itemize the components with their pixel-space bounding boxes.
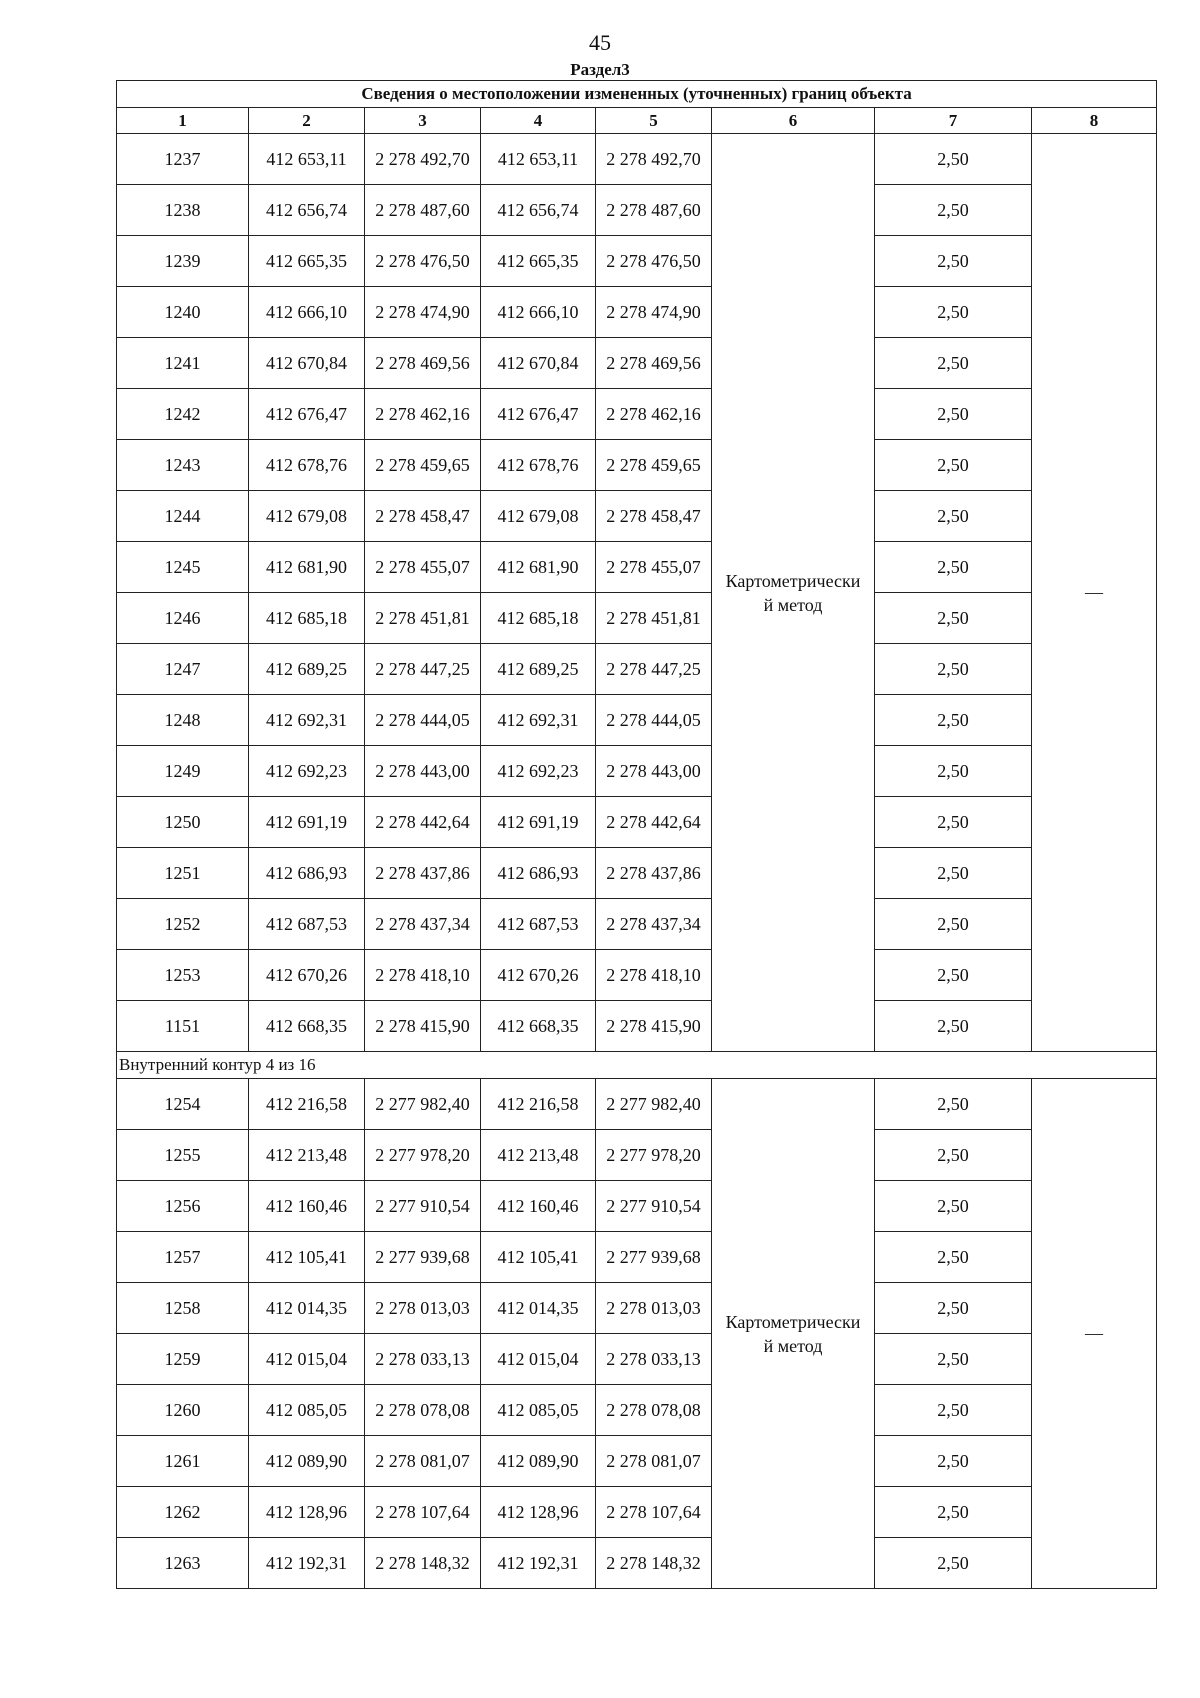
table-row	[117, 236, 1157, 287]
table-row	[117, 797, 1157, 848]
y-coordinate-cell: 2 277 978,20	[365, 1130, 481, 1181]
column-number: 2	[249, 108, 365, 134]
table-row	[117, 848, 1157, 899]
point-number-cell: 1241	[117, 338, 249, 389]
x-coordinate-cell: 412 692,23	[249, 746, 365, 797]
table-row	[117, 1232, 1157, 1283]
table-row	[117, 1001, 1157, 1052]
y-coordinate-new-cell: 2 278 451,81	[596, 593, 712, 644]
y-coordinate-new-cell: 2 277 982,40	[596, 1079, 712, 1130]
y-coordinate-cell: 2 278 462,16	[365, 389, 481, 440]
x-coordinate-new-cell: 412 085,05	[481, 1385, 596, 1436]
point-number-cell: 1260	[117, 1385, 249, 1436]
y-coordinate-cell: 2 278 458,47	[365, 491, 481, 542]
accuracy-cell: 2,50	[875, 338, 1032, 389]
y-coordinate-cell: 2 278 487,60	[365, 185, 481, 236]
y-coordinate-new-cell: 2 278 459,65	[596, 440, 712, 491]
x-coordinate-new-cell: 412 089,90	[481, 1436, 596, 1487]
y-coordinate-cell: 2 277 982,40	[365, 1079, 481, 1130]
column-number: 3	[365, 108, 481, 134]
x-coordinate-cell: 412 085,05	[249, 1385, 365, 1436]
x-coordinate-new-cell: 412 686,93	[481, 848, 596, 899]
table-row	[117, 287, 1157, 338]
x-coordinate-new-cell: 412 160,46	[481, 1181, 596, 1232]
accuracy-cell: 2,50	[875, 1283, 1032, 1334]
x-coordinate-new-cell: 412 656,74	[481, 185, 596, 236]
y-coordinate-new-cell: 2 278 107,64	[596, 1487, 712, 1538]
table-row	[117, 1130, 1157, 1181]
contour-label: Внутренний контур 4 из 16	[117, 1052, 1157, 1079]
contour-label-row	[117, 1052, 1157, 1079]
x-coordinate-cell: 412 670,84	[249, 338, 365, 389]
accuracy-cell: 2,50	[875, 491, 1032, 542]
point-number-cell: 1248	[117, 695, 249, 746]
accuracy-cell: 2,50	[875, 287, 1032, 338]
y-coordinate-new-cell: 2 277 939,68	[596, 1232, 712, 1283]
coordinates-table	[116, 80, 1157, 1589]
x-coordinate-new-cell: 412 679,08	[481, 491, 596, 542]
x-coordinate-cell: 412 676,47	[249, 389, 365, 440]
y-coordinate-new-cell: 2 278 078,08	[596, 1385, 712, 1436]
table-row	[117, 950, 1157, 1001]
y-coordinate-cell: 2 278 437,86	[365, 848, 481, 899]
accuracy-cell: 2,50	[875, 1436, 1032, 1487]
x-coordinate-cell: 412 691,19	[249, 797, 365, 848]
y-coordinate-new-cell: 2 278 148,32	[596, 1538, 712, 1589]
accuracy-cell: 2,50	[875, 440, 1032, 491]
x-coordinate-cell: 412 014,35	[249, 1283, 365, 1334]
table-row	[117, 593, 1157, 644]
y-coordinate-cell: 2 278 078,08	[365, 1385, 481, 1436]
point-number-cell: 1262	[117, 1487, 249, 1538]
y-coordinate-cell: 2 278 081,07	[365, 1436, 481, 1487]
y-coordinate-cell: 2 278 415,90	[365, 1001, 481, 1052]
x-coordinate-new-cell: 412 105,41	[481, 1232, 596, 1283]
x-coordinate-new-cell: 412 687,53	[481, 899, 596, 950]
column-number: 6	[712, 108, 875, 134]
x-coordinate-cell: 412 656,74	[249, 185, 365, 236]
coordinates-table-container	[116, 80, 1156, 1589]
accuracy-cell: 2,50	[875, 185, 1032, 236]
table-row	[117, 389, 1157, 440]
accuracy-cell: 2,50	[875, 1334, 1032, 1385]
x-coordinate-cell: 412 678,76	[249, 440, 365, 491]
accuracy-cell: 2,50	[875, 1487, 1032, 1538]
y-coordinate-cell: 2 278 455,07	[365, 542, 481, 593]
y-coordinate-cell: 2 278 459,65	[365, 440, 481, 491]
x-coordinate-new-cell: 412 676,47	[481, 389, 596, 440]
point-number-cell: 1237	[117, 134, 249, 185]
y-coordinate-cell: 2 278 451,81	[365, 593, 481, 644]
point-number-cell: 1255	[117, 1130, 249, 1181]
x-coordinate-cell: 412 668,35	[249, 1001, 365, 1052]
y-coordinate-new-cell: 2 278 455,07	[596, 542, 712, 593]
y-coordinate-cell: 2 278 447,25	[365, 644, 481, 695]
y-coordinate-new-cell: 2 278 476,50	[596, 236, 712, 287]
point-number-cell: 1151	[117, 1001, 249, 1052]
point-number-cell: 1242	[117, 389, 249, 440]
table-row	[117, 644, 1157, 695]
point-number-cell: 1250	[117, 797, 249, 848]
x-coordinate-cell: 412 105,41	[249, 1232, 365, 1283]
column-number: 8	[1032, 108, 1157, 134]
table-row	[117, 542, 1157, 593]
y-coordinate-cell: 2 278 492,70	[365, 134, 481, 185]
x-coordinate-new-cell: 412 692,23	[481, 746, 596, 797]
column-number: 5	[596, 108, 712, 134]
accuracy-cell: 2,50	[875, 899, 1032, 950]
x-coordinate-cell: 412 686,93	[249, 848, 365, 899]
y-coordinate-new-cell: 2 277 978,20	[596, 1130, 712, 1181]
table-caption-row	[117, 81, 1157, 108]
method-text-line: Картометрически	[725, 570, 861, 591]
accuracy-cell: 2,50	[875, 1001, 1032, 1052]
x-coordinate-new-cell: 412 213,48	[481, 1130, 596, 1181]
method-cell	[712, 1079, 875, 1589]
table-row	[117, 134, 1157, 185]
y-coordinate-new-cell: 2 278 442,64	[596, 797, 712, 848]
x-coordinate-cell: 412 653,11	[249, 134, 365, 185]
table-row	[117, 1181, 1157, 1232]
x-coordinate-new-cell: 412 668,35	[481, 1001, 596, 1052]
x-coordinate-cell: 412 670,26	[249, 950, 365, 1001]
point-number-cell: 1263	[117, 1538, 249, 1589]
x-coordinate-new-cell: 412 678,76	[481, 440, 596, 491]
x-coordinate-new-cell: 412 670,26	[481, 950, 596, 1001]
table-row	[117, 1334, 1157, 1385]
y-coordinate-cell: 2 278 437,34	[365, 899, 481, 950]
x-coordinate-new-cell: 412 014,35	[481, 1283, 596, 1334]
accuracy-cell: 2,50	[875, 797, 1032, 848]
point-number-cell: 1249	[117, 746, 249, 797]
table-caption: Сведения о местоположении измененных (уточненных) границ объекта	[117, 81, 1157, 108]
y-coordinate-cell: 2 278 107,64	[365, 1487, 481, 1538]
x-coordinate-cell: 412 665,35	[249, 236, 365, 287]
table-row	[117, 440, 1157, 491]
x-coordinate-cell: 412 681,90	[249, 542, 365, 593]
x-coordinate-new-cell: 412 665,35	[481, 236, 596, 287]
x-coordinate-cell: 412 687,53	[249, 899, 365, 950]
y-coordinate-new-cell: 2 278 437,86	[596, 848, 712, 899]
y-coordinate-new-cell: 2 278 487,60	[596, 185, 712, 236]
table-row	[117, 1283, 1157, 1334]
point-number-cell: 1243	[117, 440, 249, 491]
section-title: Раздел3	[570, 60, 630, 79]
x-coordinate-new-cell: 412 666,10	[481, 287, 596, 338]
x-coordinate-cell: 412 213,48	[249, 1130, 365, 1181]
point-number-cell: 1256	[117, 1181, 249, 1232]
x-coordinate-new-cell: 412 681,90	[481, 542, 596, 593]
y-coordinate-new-cell: 2 278 418,10	[596, 950, 712, 1001]
x-coordinate-cell: 412 160,46	[249, 1181, 365, 1232]
x-coordinate-cell: 412 216,58	[249, 1079, 365, 1130]
y-coordinate-new-cell: 2 278 492,70	[596, 134, 712, 185]
column-number: 4	[481, 108, 596, 134]
point-number-cell: 1252	[117, 899, 249, 950]
x-coordinate-cell: 412 666,10	[249, 287, 365, 338]
accuracy-cell: 2,50	[875, 1232, 1032, 1283]
y-coordinate-cell: 2 278 418,10	[365, 950, 481, 1001]
y-coordinate-cell: 2 278 476,50	[365, 236, 481, 287]
x-coordinate-new-cell: 412 128,96	[481, 1487, 596, 1538]
column-8-cell: —	[1032, 134, 1157, 1052]
y-coordinate-new-cell: 2 278 013,03	[596, 1283, 712, 1334]
point-number-cell: 1239	[117, 236, 249, 287]
point-number-cell: 1254	[117, 1079, 249, 1130]
table-row	[117, 1436, 1157, 1487]
table-row	[117, 185, 1157, 236]
table-row	[117, 695, 1157, 746]
point-number-cell: 1247	[117, 644, 249, 695]
point-number-cell: 1259	[117, 1334, 249, 1385]
point-number-cell: 1240	[117, 287, 249, 338]
point-number-cell: 1244	[117, 491, 249, 542]
y-coordinate-new-cell: 2 278 462,16	[596, 389, 712, 440]
method-text-line: й метод	[763, 1335, 823, 1356]
x-coordinate-new-cell: 412 216,58	[481, 1079, 596, 1130]
accuracy-cell: 2,50	[875, 1181, 1032, 1232]
x-coordinate-new-cell: 412 653,11	[481, 134, 596, 185]
method-cell	[712, 134, 875, 1052]
table-row	[117, 1385, 1157, 1436]
y-coordinate-new-cell: 2 278 469,56	[596, 338, 712, 389]
table-row	[117, 1538, 1157, 1589]
x-coordinate-new-cell: 412 685,18	[481, 593, 596, 644]
x-coordinate-new-cell: 412 692,31	[481, 695, 596, 746]
y-coordinate-new-cell: 2 278 033,13	[596, 1334, 712, 1385]
accuracy-cell: 2,50	[875, 848, 1032, 899]
y-coordinate-new-cell: 2 278 437,34	[596, 899, 712, 950]
x-coordinate-new-cell: 412 691,19	[481, 797, 596, 848]
y-coordinate-new-cell: 2 278 444,05	[596, 695, 712, 746]
accuracy-cell: 2,50	[875, 134, 1032, 185]
point-number-cell: 1251	[117, 848, 249, 899]
y-coordinate-cell: 2 277 939,68	[365, 1232, 481, 1283]
x-coordinate-new-cell: 412 670,84	[481, 338, 596, 389]
x-coordinate-new-cell: 412 015,04	[481, 1334, 596, 1385]
table-row	[117, 899, 1157, 950]
x-coordinate-cell: 412 015,04	[249, 1334, 365, 1385]
x-coordinate-cell: 412 689,25	[249, 644, 365, 695]
x-coordinate-cell: 412 192,31	[249, 1538, 365, 1589]
accuracy-cell: 2,50	[875, 1079, 1032, 1130]
y-coordinate-cell: 2 278 148,32	[365, 1538, 481, 1589]
accuracy-cell: 2,50	[875, 1538, 1032, 1589]
accuracy-cell: 2,50	[875, 950, 1032, 1001]
x-coordinate-new-cell: 412 192,31	[481, 1538, 596, 1589]
y-coordinate-new-cell: 2 278 443,00	[596, 746, 712, 797]
table-row	[117, 338, 1157, 389]
accuracy-cell: 2,50	[875, 695, 1032, 746]
x-coordinate-cell: 412 089,90	[249, 1436, 365, 1487]
y-coordinate-cell: 2 278 444,05	[365, 695, 481, 746]
accuracy-cell: 2,50	[875, 593, 1032, 644]
point-number-cell: 1253	[117, 950, 249, 1001]
point-number-cell: 1246	[117, 593, 249, 644]
column-8-cell: —	[1032, 1079, 1157, 1589]
column-number: 1	[117, 108, 249, 134]
table-row	[117, 1079, 1157, 1130]
y-coordinate-cell: 2 278 033,13	[365, 1334, 481, 1385]
method-text-line: Картометрически	[725, 1311, 861, 1332]
x-coordinate-cell: 412 692,31	[249, 695, 365, 746]
accuracy-cell: 2,50	[875, 389, 1032, 440]
accuracy-cell: 2,50	[875, 1385, 1032, 1436]
table-row	[117, 746, 1157, 797]
y-coordinate-cell: 2 278 474,90	[365, 287, 481, 338]
point-number-cell: 1238	[117, 185, 249, 236]
accuracy-cell: 2,50	[875, 542, 1032, 593]
y-coordinate-new-cell: 2 277 910,54	[596, 1181, 712, 1232]
accuracy-cell: 2,50	[875, 1130, 1032, 1181]
y-coordinate-cell: 2 278 443,00	[365, 746, 481, 797]
point-number-cell: 1257	[117, 1232, 249, 1283]
column-number-row	[117, 108, 1157, 134]
y-coordinate-cell: 2 277 910,54	[365, 1181, 481, 1232]
y-coordinate-new-cell: 2 278 415,90	[596, 1001, 712, 1052]
accuracy-cell: 2,50	[875, 644, 1032, 695]
y-coordinate-new-cell: 2 278 458,47	[596, 491, 712, 542]
accuracy-cell: 2,50	[875, 746, 1032, 797]
method-text-line: й метод	[763, 594, 823, 615]
x-coordinate-cell: 412 679,08	[249, 491, 365, 542]
table-row	[117, 1487, 1157, 1538]
x-coordinate-new-cell: 412 689,25	[481, 644, 596, 695]
point-number-cell: 1261	[117, 1436, 249, 1487]
y-coordinate-cell: 2 278 442,64	[365, 797, 481, 848]
y-coordinate-cell: 2 278 469,56	[365, 338, 481, 389]
point-number-cell: 1258	[117, 1283, 249, 1334]
page-number: 45	[589, 30, 611, 55]
y-coordinate-cell: 2 278 013,03	[365, 1283, 481, 1334]
accuracy-cell: 2,50	[875, 236, 1032, 287]
table-row	[117, 491, 1157, 542]
y-coordinate-new-cell: 2 278 081,07	[596, 1436, 712, 1487]
x-coordinate-cell: 412 128,96	[249, 1487, 365, 1538]
x-coordinate-cell: 412 685,18	[249, 593, 365, 644]
column-number: 7	[875, 108, 1032, 134]
point-number-cell: 1245	[117, 542, 249, 593]
y-coordinate-new-cell: 2 278 474,90	[596, 287, 712, 338]
y-coordinate-new-cell: 2 278 447,25	[596, 644, 712, 695]
